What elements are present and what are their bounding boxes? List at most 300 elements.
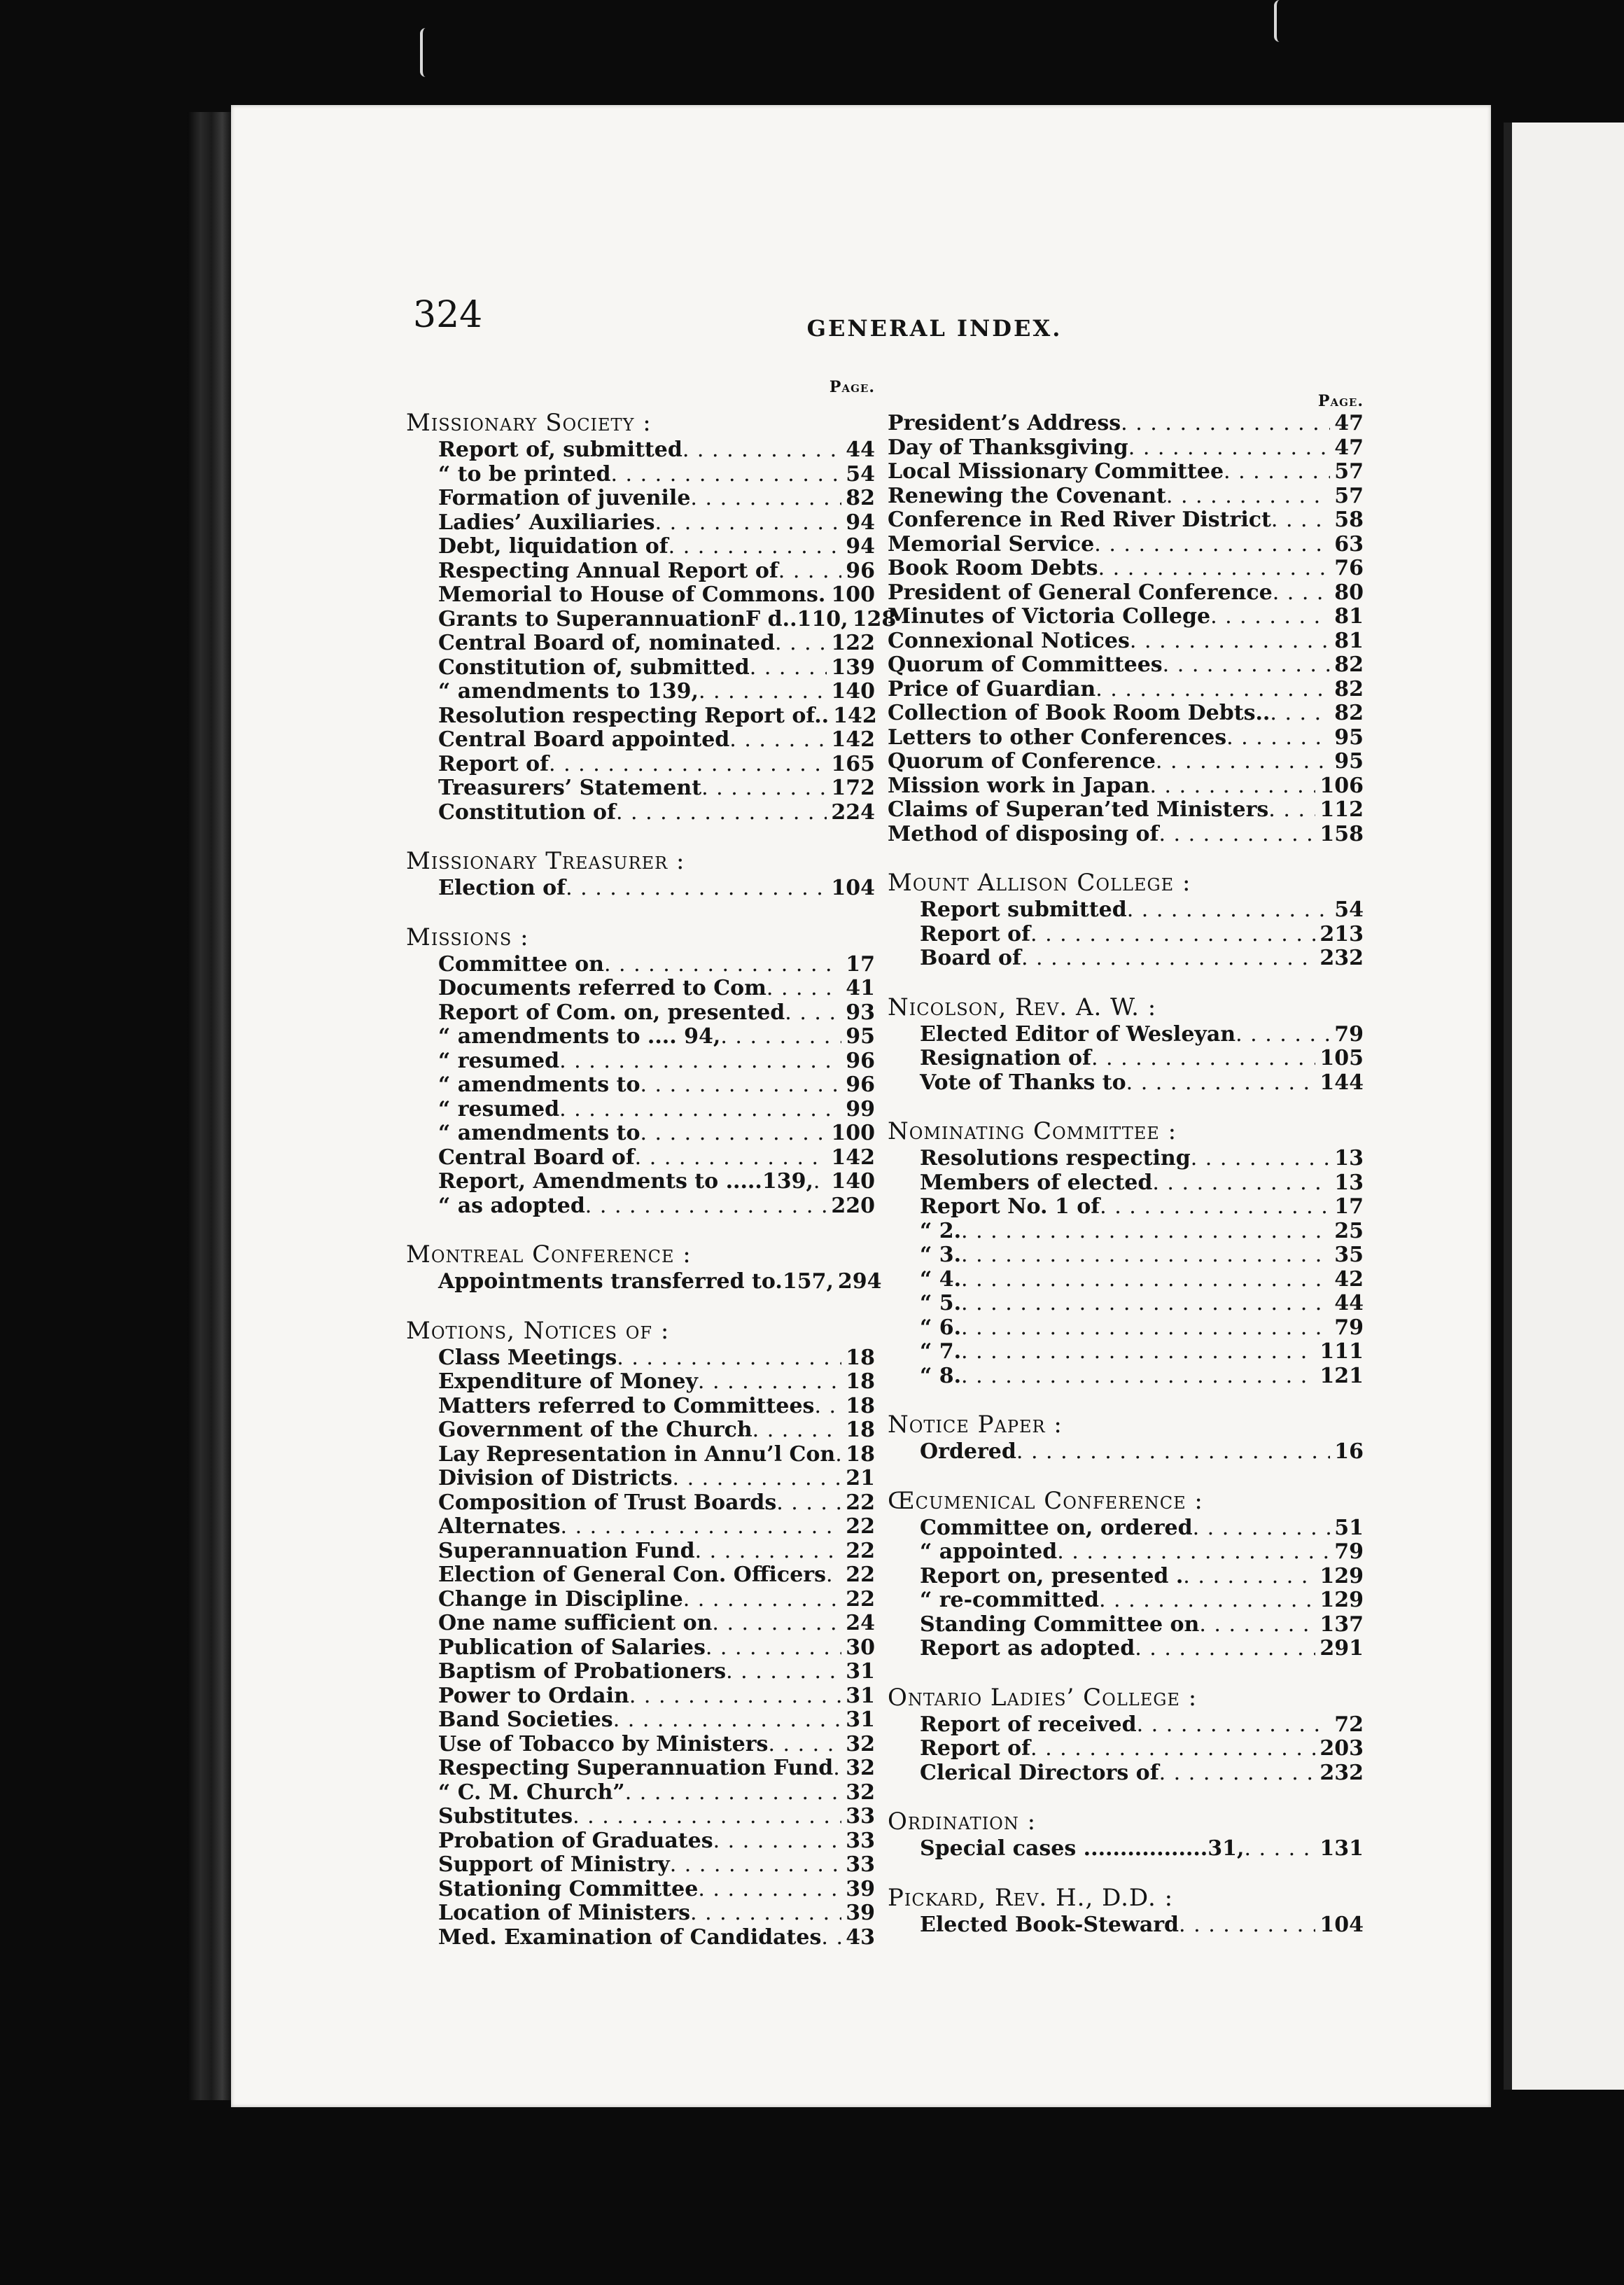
dot-leader [706, 1636, 841, 1661]
dot-leader [1270, 701, 1330, 726]
index-entry [888, 823, 1364, 847]
index-entry [888, 1588, 1364, 1613]
index-entry [888, 1292, 1364, 1316]
index-entry [888, 1220, 1364, 1244]
dot-leader [559, 1049, 841, 1074]
index-entry [888, 1047, 1364, 1071]
index-entry [406, 1194, 875, 1219]
entry-label: Band Societies [438, 1707, 613, 1732]
index-entry [888, 726, 1364, 750]
film-scratch [420, 28, 451, 77]
index-heading: Pickard, Rev. H., D.D. : [888, 1883, 1174, 1912]
entry-page-number: 13 [1334, 1146, 1364, 1171]
dot-leader [640, 1121, 827, 1146]
dot-leader [775, 631, 827, 656]
entry-page-number: 32 [846, 1731, 875, 1756]
index-entry [888, 1243, 1364, 1268]
entry-label: Formation of juvenile [438, 486, 691, 510]
running-title: GENERAL INDEX. [806, 315, 1063, 342]
dot-leader [690, 487, 841, 511]
dot-leader [1021, 946, 1315, 971]
entry-label: One name sufficient on [438, 1611, 713, 1635]
dot-leader [1156, 750, 1330, 774]
entry-label: Class Meetings [438, 1345, 617, 1370]
entry-page-number: 18 [846, 1418, 875, 1442]
entry-label: Division of Districts [438, 1466, 673, 1490]
index-heading: Missions : [406, 923, 529, 951]
dot-leader [821, 1926, 841, 1950]
entry-label: Grants to SuperannuationF d..110, [438, 606, 848, 631]
entry-label: Location of Ministers [438, 1901, 691, 1925]
entry-page-number: 122 [831, 631, 875, 655]
entry-page-number: 213 [1320, 921, 1364, 946]
dot-leader [1128, 436, 1331, 461]
entry-label: Report of received [920, 1712, 1137, 1737]
entry-page-number: 129 [1320, 1588, 1364, 1612]
index-entry [406, 776, 875, 801]
index-entry [406, 1563, 875, 1588]
entry-page-number: 232 [1320, 1760, 1364, 1785]
entry-label: Report, Amendments to .....139, [438, 1169, 813, 1194]
entry-page-number: 82 [1334, 676, 1364, 701]
entry-page-number: 54 [846, 461, 875, 487]
entry-page-number: 18 [846, 1369, 875, 1394]
entry-page-number: 94 [846, 534, 875, 559]
dot-leader [961, 1364, 1315, 1389]
entry-label: Constitution of [438, 799, 616, 825]
entry-page-number: 35 [1334, 1243, 1364, 1267]
dot-leader [1199, 1613, 1315, 1637]
entry-page-number: 25 [1334, 1218, 1364, 1243]
index-entry [406, 1853, 875, 1878]
index-entry [406, 1733, 875, 1757]
entry-page-number: 96 [846, 558, 875, 583]
entry-page-number: 203 [1320, 1736, 1364, 1761]
entry-page-number: 95 [846, 1024, 875, 1049]
entry-page-number: 33 [846, 1804, 875, 1829]
dot-leader [1121, 412, 1330, 436]
entry-label: Election of General Con. Officers [438, 1563, 826, 1587]
dot-leader [585, 1194, 827, 1219]
index-heading: Ordination : [888, 1808, 1037, 1836]
index-entry [406, 1805, 875, 1829]
entry-label: President of General Conference [888, 580, 1273, 605]
index-entry [406, 876, 875, 901]
entry-page-number: 51 [1334, 1515, 1364, 1540]
index-entry [888, 1268, 1364, 1292]
entry-page-number: 140 [831, 679, 875, 704]
index-entry [888, 1023, 1364, 1047]
entry-label: Support of Ministry [438, 1852, 670, 1877]
entry-label: Report as adopted [920, 1636, 1135, 1661]
page-column-label: Page. [1317, 392, 1364, 410]
index-entry [406, 559, 875, 584]
entry-label: President’s Address [888, 411, 1121, 435]
index-entry [406, 1025, 875, 1049]
dot-leader [1100, 1195, 1330, 1220]
dot-leader [613, 1708, 842, 1733]
entry-label: Central Board appointed [438, 727, 730, 752]
dot-leader [699, 680, 827, 704]
entry-label: Med. Examination of Candidates [438, 1924, 822, 1950]
entry-page-number: 17 [1334, 1194, 1364, 1219]
entry-label: Publication of Salaries [438, 1635, 706, 1660]
entry-page-number: 54 [1334, 897, 1364, 922]
entry-label: “ 5. [920, 1291, 962, 1315]
dot-leader [1126, 1071, 1316, 1096]
entry-label: Appointments transferred to.157, [438, 1269, 834, 1294]
entry-label: “ re-committed [920, 1588, 1099, 1612]
entry-label: Connexional Notices [888, 628, 1130, 653]
entry-page-number: 131 [1320, 1836, 1364, 1861]
entry-label: Power to Ordain [438, 1683, 629, 1708]
entry-label: Change in Discipline [438, 1586, 683, 1612]
entry-page-number: 99 [846, 1096, 875, 1121]
section-gap [888, 846, 1364, 867]
index-entry [888, 1340, 1364, 1364]
dot-leader [610, 463, 841, 487]
index-entry [406, 487, 875, 511]
entry-page-number: 22 [846, 1514, 875, 1539]
dot-leader [961, 1292, 1330, 1316]
entry-label: “ amendments to .... 94, [438, 1024, 721, 1049]
section-gap [888, 1388, 1364, 1409]
index-entry [406, 1346, 875, 1371]
index-entry [406, 1515, 875, 1539]
entry-page-number: 30 [846, 1635, 875, 1660]
dot-leader [813, 1170, 827, 1194]
entry-page-number: 106 [1320, 773, 1364, 798]
index-heading: Missionary Society : [406, 409, 652, 437]
entry-page-number: 47 [1334, 411, 1364, 435]
index-entry [888, 557, 1364, 581]
dot-leader [713, 1829, 842, 1854]
index-entry [888, 1516, 1364, 1541]
entry-page-number: 21 [846, 1466, 875, 1490]
entry-page-number: 58 [1334, 508, 1364, 532]
index-entry [406, 680, 875, 704]
index-entry [888, 1316, 1364, 1341]
dot-leader [750, 656, 827, 680]
dot-leader [1236, 1023, 1330, 1047]
entry-page-number: 76 [1334, 556, 1364, 580]
dot-leader [712, 1612, 841, 1636]
entry-page-number: 291 [1320, 1636, 1364, 1661]
index-entry [406, 753, 875, 777]
entry-page-number: 112 [1320, 797, 1364, 822]
index-entry [888, 678, 1364, 702]
page-column-label: Page. [829, 378, 875, 396]
dot-leader [683, 1588, 842, 1612]
entry-label: Local Missionary Committee [888, 459, 1224, 484]
dot-leader [1135, 1637, 1315, 1661]
page-header [413, 294, 1456, 350]
index-entry [888, 774, 1364, 799]
dot-leader [698, 1370, 841, 1395]
entry-label: “ as adopted [438, 1193, 585, 1218]
dot-leader [1273, 581, 1331, 606]
index-heading: Ontario Ladies’ College : [888, 1683, 1198, 1712]
entry-label: Central Board of, nominated [438, 631, 776, 655]
entry-page-number: 18 [846, 1441, 875, 1467]
entry-page-number: 100 [831, 1121, 875, 1145]
dot-leader [1099, 1588, 1315, 1613]
dot-leader [635, 1146, 827, 1171]
entry-label: Constitution of, submitted [438, 655, 750, 680]
section-gap [406, 901, 875, 922]
index-entry [406, 1098, 875, 1122]
index-entry [406, 1443, 875, 1467]
dot-leader [826, 1563, 841, 1588]
entry-page-number: 80 [1334, 580, 1364, 605]
entry-label: Renewing the Covenant [888, 483, 1166, 508]
entry-label: “ resumed [438, 1096, 560, 1121]
entry-label: “ appointed [920, 1539, 1058, 1564]
entry-page-number: 79 [1334, 1539, 1364, 1564]
dot-leader [1224, 460, 1330, 484]
index-entry [888, 701, 1364, 726]
index-entry [888, 436, 1364, 461]
index-entry [406, 511, 875, 536]
entry-label: Resolution respecting Report of.. [438, 703, 830, 728]
dot-leader [695, 1539, 842, 1564]
entry-page-number: 140 [831, 1169, 875, 1194]
entry-label: Respecting Superannuation Fund [438, 1756, 834, 1780]
index-heading: Œcumenical Conference : [888, 1486, 1203, 1515]
index-entry [888, 629, 1364, 654]
entry-page-number: 104 [831, 876, 875, 900]
entry-page-number: 121 [1320, 1363, 1364, 1388]
dot-leader [785, 1001, 841, 1026]
entry-label: Baptism of Probationers [438, 1659, 727, 1684]
entry-page-number: 96 [846, 1048, 875, 1073]
dot-leader [1130, 629, 1330, 654]
dot-leader [1158, 823, 1315, 847]
entry-page-number: 18 [846, 1393, 875, 1418]
entry-label: Special cases .................31, [920, 1836, 1245, 1861]
index-entry [888, 508, 1364, 533]
entry-page-number: 17 [846, 951, 875, 977]
entry-page-number: 294 [837, 1269, 882, 1294]
dot-leader [559, 1098, 841, 1122]
entry-page-number: 96 [846, 1072, 875, 1097]
index-entry [406, 535, 875, 559]
index-entry [888, 798, 1364, 823]
entry-label: Vote of Thanks to [920, 1070, 1126, 1095]
entry-label: Stationing Committee [438, 1876, 699, 1901]
index-entry [888, 1713, 1364, 1738]
entry-label: Expenditure of Money [438, 1369, 698, 1394]
index-entry [888, 750, 1364, 774]
facing-page-edge [1504, 123, 1624, 2090]
entry-label: “ 7. [920, 1339, 962, 1364]
index-entry [406, 1612, 875, 1636]
entry-page-number: 142 [831, 727, 875, 752]
entry-page-number: 82 [846, 486, 875, 510]
entry-label: “ resumed [438, 1048, 560, 1073]
entry-page-number: 79 [1334, 1315, 1364, 1340]
entry-page-number: 24 [846, 1611, 875, 1635]
index-heading: Nicolson, Rev. A. W. : [888, 993, 1157, 1021]
index-entry [888, 605, 1364, 629]
dot-leader [961, 1316, 1330, 1341]
entry-page-number: 142 [831, 1145, 875, 1170]
dot-leader [1159, 1761, 1316, 1786]
index-entry [888, 1613, 1364, 1637]
index-entry [406, 1121, 875, 1146]
entry-label: “ amendments to 139, [438, 679, 699, 704]
index-entry [406, 1708, 875, 1733]
entry-label: “ 3. [920, 1243, 962, 1267]
entry-label: Report of [920, 921, 1031, 946]
entry-label: Letters to other Conferences [888, 725, 1227, 750]
index-entry [406, 1073, 875, 1098]
index-entry [888, 1195, 1364, 1220]
index-entry [888, 898, 1364, 923]
dot-leader [1016, 1440, 1330, 1465]
dot-leader [561, 1515, 842, 1539]
entry-label: Memorial to House of Commons. [438, 582, 826, 607]
entry-page-number: 18 [846, 1345, 875, 1370]
entry-label: Quorum of Conference [888, 749, 1156, 774]
index-entry [406, 656, 875, 680]
section-gap [888, 1095, 1364, 1116]
index-entry [406, 1049, 875, 1074]
entry-page-number: 42 [1334, 1266, 1364, 1292]
index-heading: Mount Allison College : [888, 869, 1191, 897]
entry-label: Method of disposing of [888, 821, 1159, 846]
page-number: 324 [413, 294, 483, 336]
index-entry [406, 438, 875, 463]
index-entry [888, 1071, 1364, 1096]
entry-label: Price of Guardian [888, 676, 1096, 701]
entry-label: Report on, presented . [920, 1563, 1184, 1588]
entry-label: Members of elected [920, 1170, 1153, 1195]
dot-leader [1030, 923, 1315, 947]
dot-leader [670, 1853, 842, 1878]
entry-label: “ 6. [920, 1315, 962, 1340]
entry-page-number: 57 [1334, 459, 1364, 484]
index-heading: Missionary Treasurer : [406, 847, 685, 875]
dot-leader [673, 1467, 842, 1491]
entry-page-number: 81 [1334, 604, 1364, 629]
dot-leader [1244, 1837, 1315, 1861]
entry-page-number: 22 [846, 1586, 875, 1612]
entry-page-number: 39 [846, 1901, 875, 1925]
index-entry [888, 1637, 1364, 1661]
dot-leader [1057, 1540, 1330, 1565]
entry-page-number: 57 [1334, 483, 1364, 508]
dot-leader [655, 511, 842, 536]
entry-label: Alternates [438, 1514, 561, 1539]
entry-label: Central Board of [438, 1145, 635, 1170]
index-entry [406, 631, 875, 656]
dot-leader [1193, 1516, 1331, 1541]
entry-label: Quorum of Committees [888, 652, 1163, 677]
index-entry [406, 1636, 875, 1661]
entry-label: Minutes of Victoria College [888, 604, 1211, 629]
index-entry [888, 946, 1364, 971]
dot-leader [961, 1243, 1330, 1268]
entry-page-number: 144 [1320, 1070, 1364, 1095]
dot-leader [961, 1340, 1315, 1364]
section-gap [888, 1861, 1364, 1882]
index-entry [406, 1901, 875, 1926]
index-entry [888, 1147, 1364, 1171]
entry-label: “ C. M. Church” [438, 1780, 625, 1805]
dot-leader [768, 1733, 841, 1757]
index-heading: Nominating Committee : [888, 1117, 1177, 1145]
entry-label: Mission work in Japan [888, 773, 1150, 798]
entry-page-number: 72 [1334, 1712, 1364, 1737]
dot-leader [604, 953, 841, 977]
section-gap [888, 971, 1364, 992]
dot-leader [1226, 726, 1330, 750]
film-scratch [1274, 0, 1291, 42]
entry-page-number: 137 [1320, 1612, 1364, 1637]
entry-page-number: 95 [1334, 749, 1364, 774]
index-entry [406, 704, 875, 729]
entry-label: Book Room Debts [888, 556, 1098, 580]
dot-leader [1127, 898, 1331, 923]
entry-page-number: 220 [831, 1193, 875, 1218]
entry-label: Documents referred to Com [438, 976, 766, 1000]
entry-label: Elected Editor of Wesleyan [920, 1021, 1236, 1047]
entry-page-number: 43 [846, 1924, 875, 1950]
entry-page-number: 142 [833, 703, 877, 728]
entry-page-number: 22 [846, 1490, 875, 1515]
entry-page-number: 93 [846, 1000, 875, 1025]
entry-label: “ amendments to [438, 1072, 640, 1097]
entry-label: Resolutions respecting [920, 1146, 1191, 1171]
dot-leader [629, 1684, 841, 1709]
index-entries [888, 412, 1364, 1937]
index-entry [406, 1146, 875, 1171]
entry-label: Ladies’ Auxiliaries [438, 510, 655, 535]
index-entry [406, 1684, 875, 1709]
entry-label: Report No. 1 of [920, 1194, 1100, 1219]
dot-leader [1268, 798, 1315, 823]
dot-leader [566, 876, 827, 901]
entry-label: “ to be printed [438, 461, 611, 487]
entry-label: Standing Committee on [920, 1612, 1200, 1637]
entry-page-number: 104 [1320, 1912, 1364, 1937]
dot-leader [701, 776, 827, 801]
entry-page-number: 33 [846, 1828, 875, 1853]
entry-page-number: 44 [1334, 1291, 1364, 1315]
dot-leader [1098, 557, 1331, 581]
entry-page-number: 158 [1320, 821, 1364, 846]
dot-leader [835, 1443, 841, 1467]
entry-page-number: 81 [1334, 628, 1364, 653]
book-spine [188, 112, 231, 2100]
entry-page-number: 22 [846, 1538, 875, 1563]
dot-leader [1091, 1047, 1315, 1071]
entry-label: Elected Book-Steward [920, 1912, 1180, 1937]
entry-label: “ 4. [920, 1266, 962, 1292]
dot-leader [1179, 1913, 1315, 1938]
index-entry [406, 1829, 875, 1854]
entry-page-number: 39 [846, 1876, 875, 1901]
dot-leader [1183, 1565, 1315, 1589]
entry-label: Lay Representation in Annu’l Con [438, 1441, 836, 1467]
index-entry [888, 653, 1364, 678]
entry-page-number: 165 [831, 751, 875, 776]
dot-leader [766, 977, 841, 1001]
index-entry [406, 977, 875, 1001]
index-entry [888, 1837, 1364, 1861]
index-entry [406, 1588, 875, 1612]
